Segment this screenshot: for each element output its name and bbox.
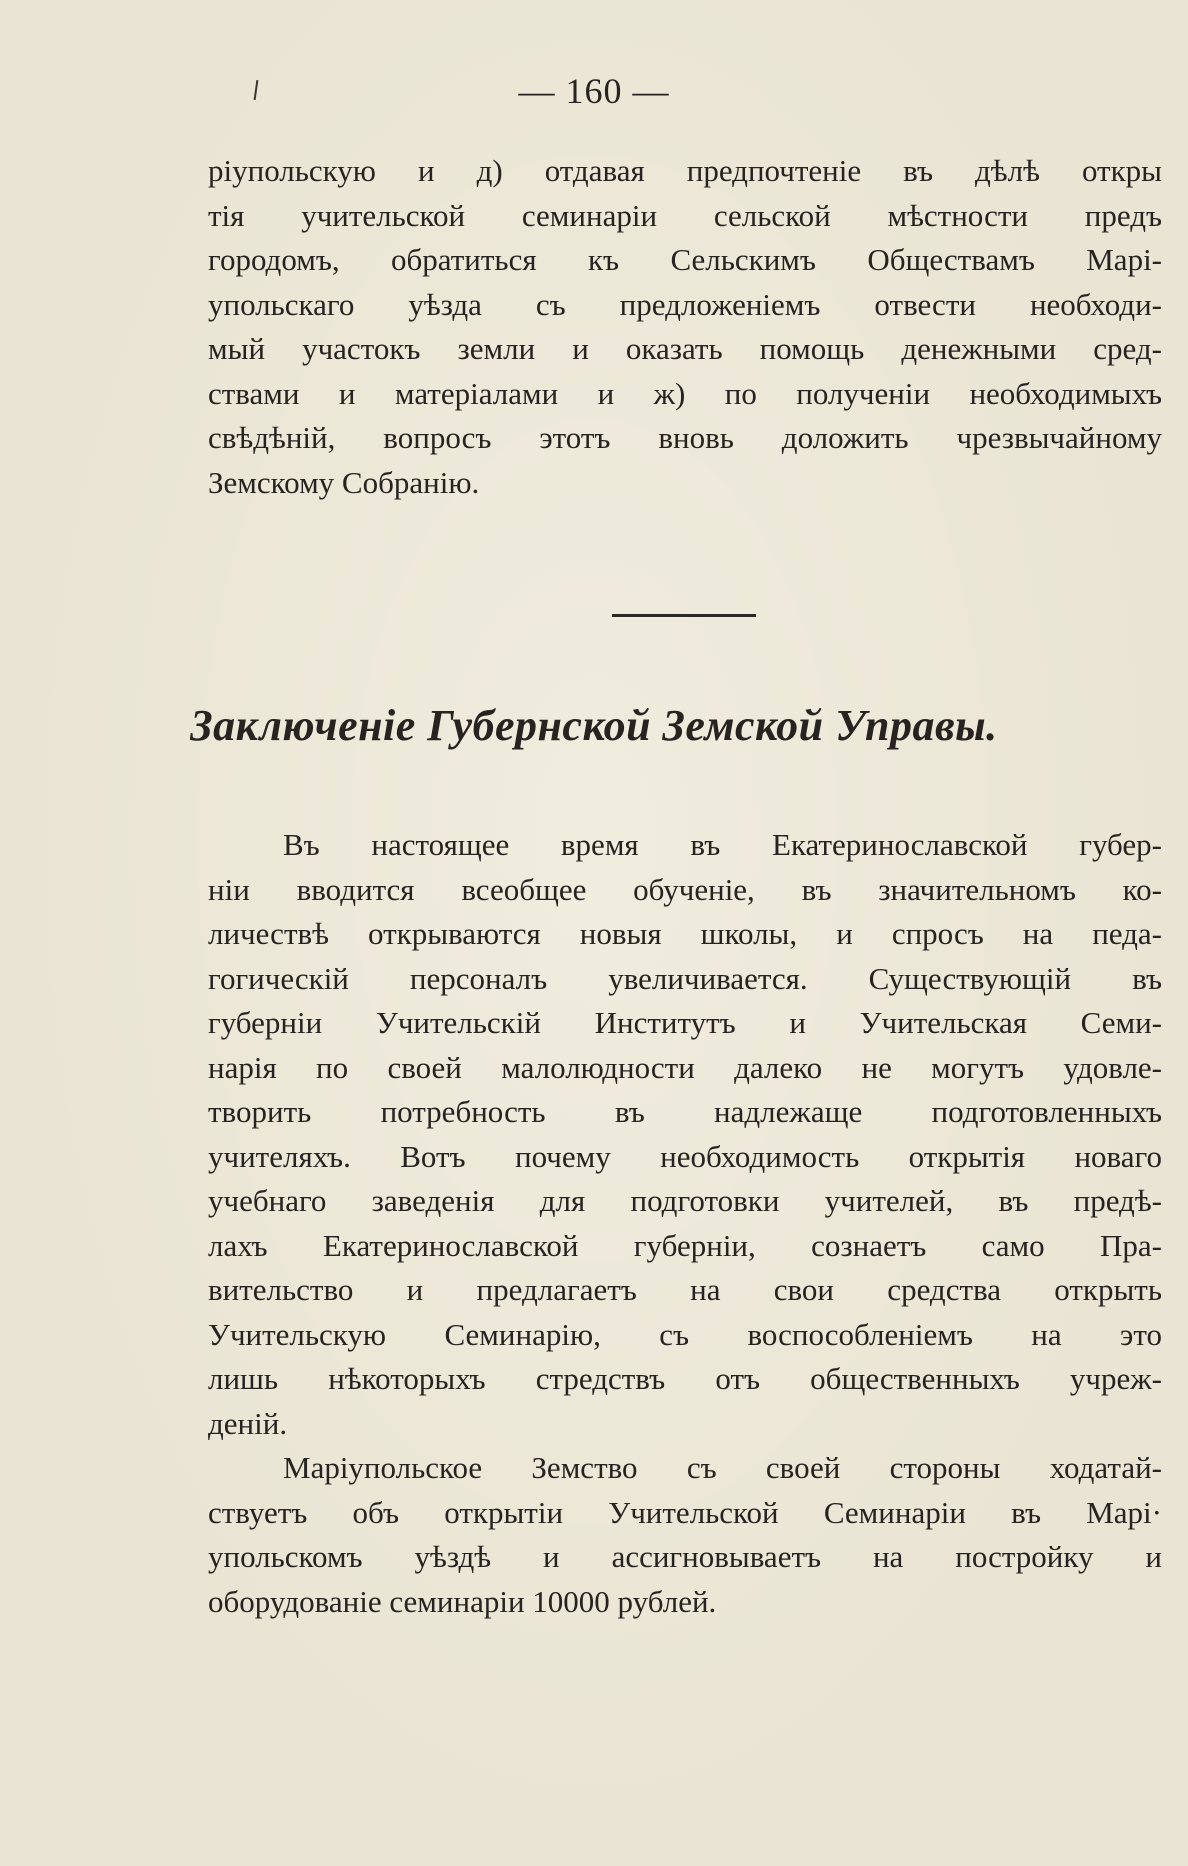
text-line: тія учительской семинаріи сельской мѣстности предъ <box>208 197 1162 233</box>
text-line: Земскому Собранію. <box>208 464 480 500</box>
text-line: ріупольскую и д) отдавая предпочтеніе въ дѣлѣ откры <box>208 153 1162 188</box>
text-line: нарія по своей малолюдности далеко не могутъ удовле- <box>208 1049 1162 1085</box>
text-line: ствами и матеріалами и ж) по полученіи необходимыхъ <box>208 375 1162 411</box>
text-line: гогическій персоналъ увеличивается. Существующій въ <box>208 960 1162 996</box>
text-line: ніи вводится всеобщее обученіе, въ значительномъ ко- <box>208 871 1162 907</box>
text-line: Маріупольское Земство съ своей стороны ходатай- <box>283 1450 1162 1485</box>
text-line: упольскомъ уѣздѣ и ассигновываетъ на постройку и <box>208 1539 1162 1574</box>
page-number: — 160 — <box>518 71 670 111</box>
text-line: учителяхъ. Вотъ почему необходимость открытія новаго <box>208 1138 1162 1174</box>
text-line: деній. <box>208 1405 288 1441</box>
text-line: городомъ, обратиться къ Сельскимъ Обществамъ Марі- <box>208 242 1162 277</box>
text-line: мый участокъ земли и оказать помощь денежными сред- <box>208 331 1162 366</box>
section-divider <box>612 614 756 617</box>
text-line: Въ настоящее время въ Екатеринославской губер- <box>283 827 1162 862</box>
text-line: лахъ Екатеринославской губерніи, сознаетъ само Пра- <box>208 1227 1162 1263</box>
text-line: упольскаго уѣзда съ предложеніемъ отвести необходи- <box>208 286 1162 322</box>
text-line: творить потребность въ надлежаще подготовленныхъ <box>208 1094 1162 1129</box>
section-body <box>208 823 1162 1624</box>
text-line: оборудованіе семинаріи 10000 рублей. <box>208 1583 717 1619</box>
text-line: ствуетъ объ открытіи Учительской Семинаріи въ Марі· <box>208 1494 1162 1530</box>
text-line: губерніи Учительскій Институтъ и Учительская Семи- <box>208 1005 1162 1040</box>
continued-paragraph <box>208 149 1162 505</box>
section-heading: Заключеніе Губернской Земской Управы. <box>190 701 998 750</box>
text-line: Учительскую Семинарію, съ воспособленіемъ на это <box>208 1316 1162 1352</box>
text-line: вительство и предлагаетъ на свои средства открыть <box>208 1272 1162 1307</box>
text-line: учебнаго заведенія для подготовки учителей, въ предѣ- <box>208 1183 1162 1218</box>
text-line: личествѣ открываются новыя школы, и спросъ на педа- <box>208 916 1162 951</box>
text-line: лишь нѣкоторыхъ стредствъ отъ общественныхъ учреж- <box>208 1361 1162 1396</box>
text-line: свѣдѣній, вопросъ этотъ вновь доложить чрезвычайному <box>208 420 1162 455</box>
